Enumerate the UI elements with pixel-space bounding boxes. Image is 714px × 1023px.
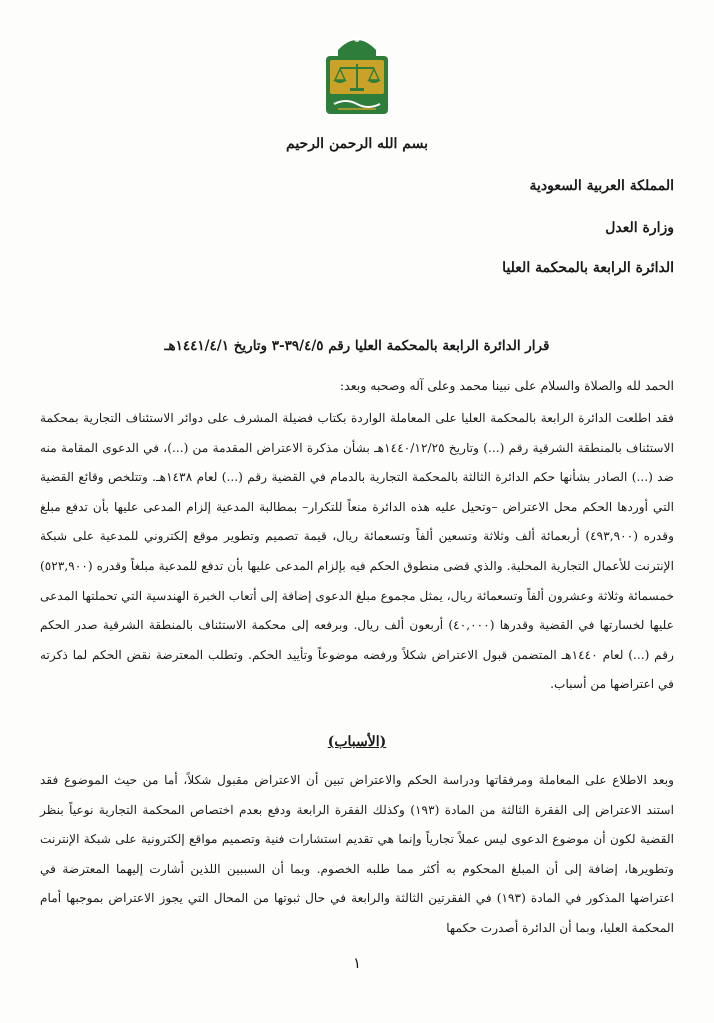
ministry-of-justice-logo [318, 28, 396, 120]
header-ministry: وزارة العدل [605, 220, 674, 236]
greeting: الحمد لله والصلاة والسلام على نبينا محمد وعلى آله وصحبه وبعد: [339, 378, 674, 393]
header-country: المملكة العربية السعودية [529, 178, 674, 194]
reasons-heading [0, 734, 714, 750]
basmala: بسم الله الرحمن الرحيم [286, 136, 428, 152]
reasons-paragraph: وبعد الاطلاع على المعاملة ومرفقاتها ودراسة الحكم والاعتراض تبين أن الاعتراض مقبول شكلاً، أما من حيث الموضوع فقد استند الاعتراض إلى الفقرة الثالثة من المادة (١٩٣) وكذلك الفقرة الرابعة ودفع بعدم اختصاص المحكمة التجارية نوعياً بنظر القضية لكون أن موضوع الدعوى ليس عملاً تجارياً وإنما هي تقديم استشارات فنية وتصميم مواقع إلكترونية على شبكة الإنترنت وتطويرها، إضافة إلى أن المبلغ المحكوم به أكثر مما طلبه الخصوم. وبما أن السببين اللذين أشارت إليهما المعترضة في اعتراضها المذكور في المادة (١٩٣) في الفقرتين الثالثة والرابعة في حال ثبوتها من المحال التي يجوز الاعتراض بموجبها أمام المحكمة العليا، وبما أن الدائرة أصدرت حكمها [40, 773, 675, 935]
body-paragraph: فقد اطلعت الدائرة الرابعة بالمحكمة العليا على المعاملة الواردة بكتاب فضيلة المشرف على دوائر الاستئناف التجارية بمحكمة الاستئناف بالمنطقة الشرقية رقم (...) وتاريخ ١٤٤٠/١٢/٢٥هـ بشأن مذكرة الاعتراض المقدمة من (...)، في الدعوى المقامة منه ضد (...) الصادر بشأنها حكم الدائرة الثالثة بالمحكمة التجارية بالدمام في القضية رقم (...) لعام ١٤٣٨هـ. وتتلخص وقائع القضية التي أوردها الحكم محل الاعتراض –وتحيل عليه هذه الدائرة منعاً للتكرار– بمطالبة المدعية إلزام المدعى عليها بأن تدفع مبلغ وقدره (٤٩٣,٩٠٠) أربعمائة ألف وثلاثة وتسعين ألفاً وتسعمائة ريال، قيمة تصميم وتطوير موقع إلكتروني للمدعية على شبكة الإنترنت للأعمال التجارية المحلية. والذي قضى منطوق الحكم فيه بإلزام المدعى عليها بأن تدفع للمدعية مبلغاً وقدره (٥٢٣,٩٠٠) خمسمائة وثلاثة وعشرون ألفاً وتسعمائة ريال، يمثل مجموع مبلغ الدعوى إضافة إلى أتعاب الخبرة الهندسية التي تحملتها المدعى عليها لخسارتها في القضية وقدرها (٤٠,٠٠٠) أربعون ألف ريال. وبرفعه إلى محكمة الاستئناف بالمنطقة الشرقية صدر الحكم رقم (...) لعام ١٤٤٠هـ المتضمن قبول الاعتراض شكلاً ورفضه موضوعاً وتأييد الحكم. وتطلب المعترضة نقض الحكم لما ذكرته في اعتراضها من أسباب. [40, 411, 674, 692]
emblem-icon [318, 28, 396, 120]
decision-title: قرار الدائرة الرابعة بالمحكمة العليا رقم ٣٩/٤/٥-٣ وتاريخ ١٤٤١/٤/١هـ [164, 338, 550, 354]
page-number: ١ [352, 954, 362, 972]
reasons-heading-text: (الأسباب) [327, 734, 387, 750]
header-department: الدائرة الرابعة بالمحكمة العليا [502, 260, 674, 276]
